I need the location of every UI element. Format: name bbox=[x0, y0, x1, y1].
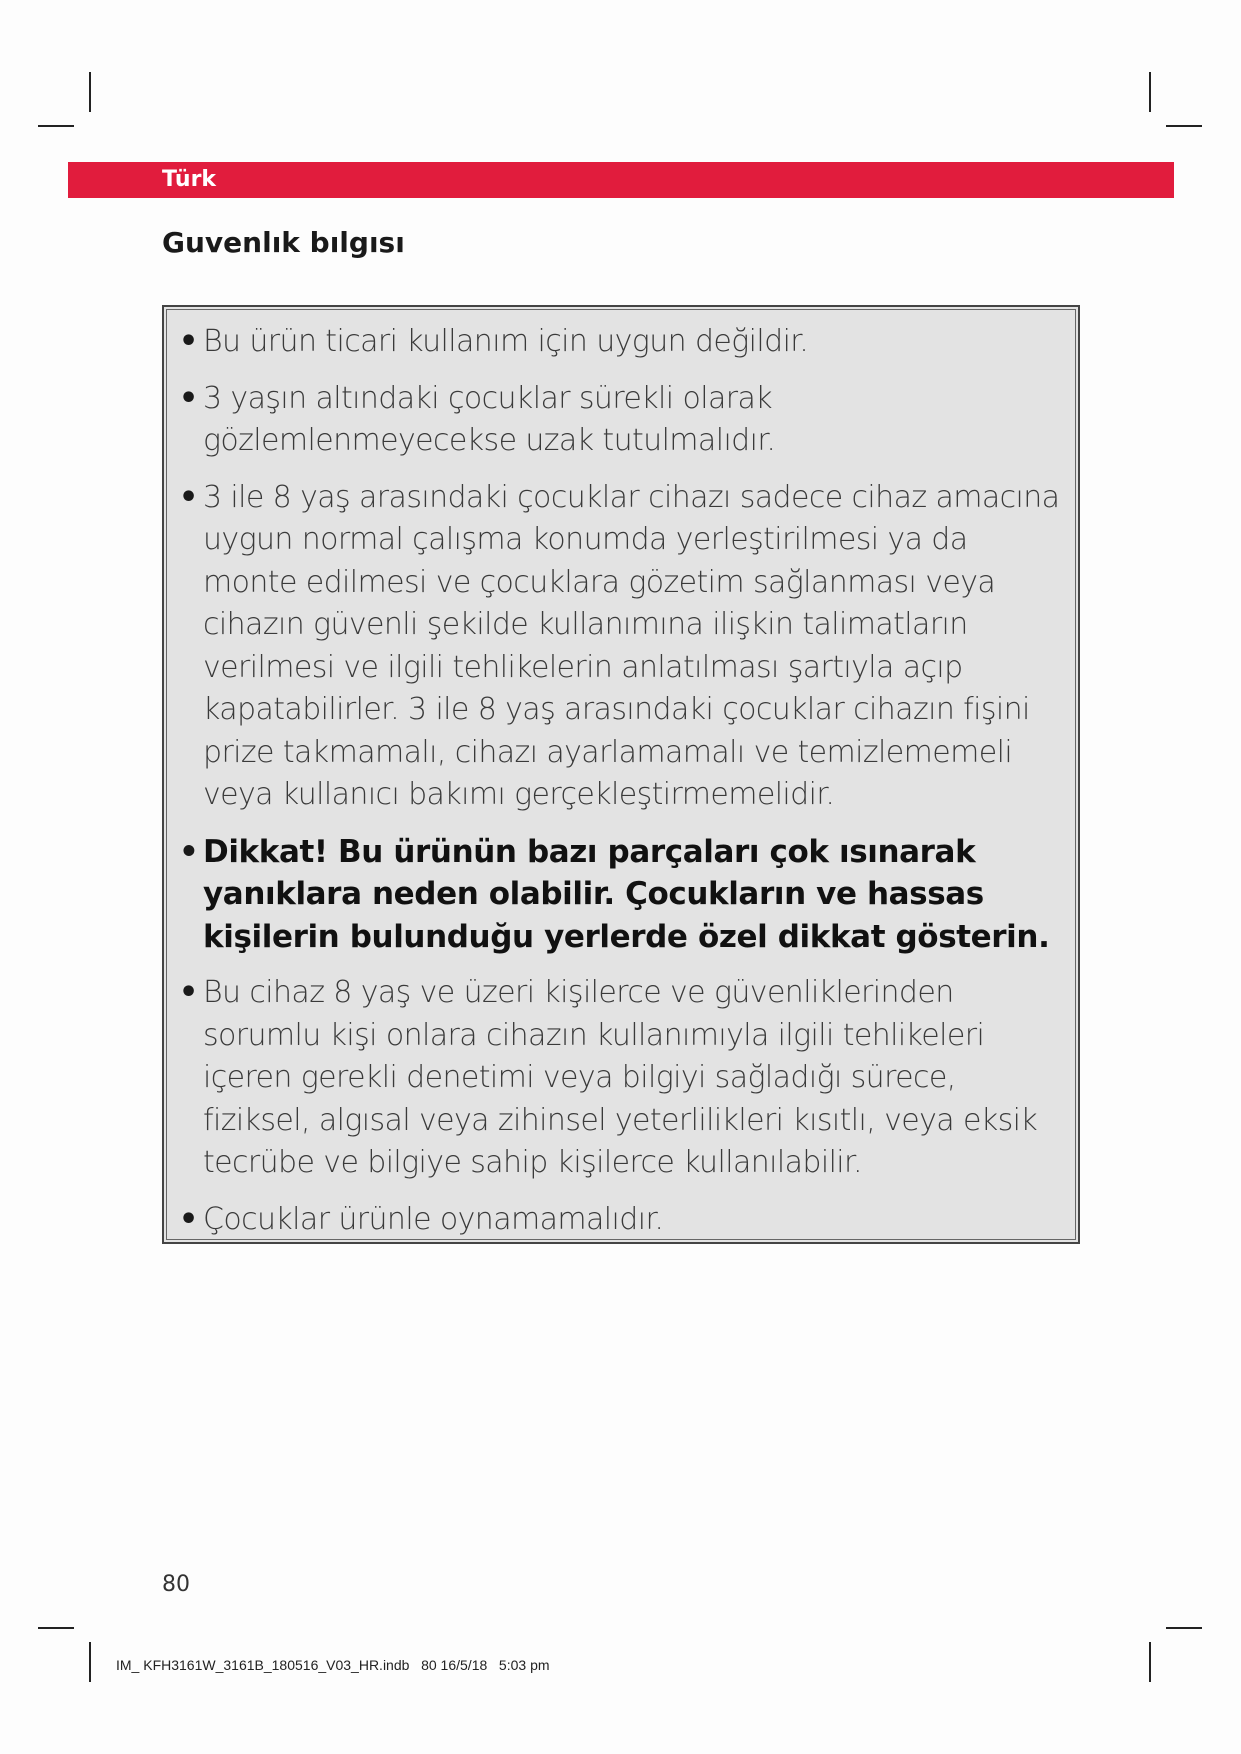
safety-item-text: 3 yaşın altındaki çocuklar sürekli olarak gözlemlenmeyecekse uzak tutulmalıdır. bbox=[203, 380, 776, 458]
bullet-icon: • bbox=[179, 975, 198, 1010]
crop-mark-top-left-vertical bbox=[89, 72, 91, 112]
safety-list-item bbox=[179, 321, 1068, 364]
safety-item-text: Dikkat! Bu ürünün bazı parçaları çok ısınarak yanıklara neden olabilir. Çocukların ve hassas kişilerin bulunduğu yerlerde özel dikkat gösterin. bbox=[203, 833, 1050, 955]
crop-mark-top-left-horizontal bbox=[38, 125, 74, 127]
safety-item-text: Bu cihaz 8 yaş ve üzeri kişilerce ve güvenliklerinden sorumlu kişi onlara cihazın kullanımıyla ilgili tehlikeleri içeren gerekli denetimi veya bilgiyi sağladığı sürece, fiziksel, algısal veya zihinsel yeterlilikleri kısıtlı, veya eksik tecrübe ve bilgiye sahip kişilerce kullanılabilir. bbox=[203, 975, 1038, 1180]
crop-mark-bottom-left-horizontal bbox=[38, 1627, 74, 1629]
bullet-icon: • bbox=[179, 380, 198, 416]
safety-list bbox=[164, 307, 1078, 1241]
crop-mark-top-right-horizontal bbox=[1166, 125, 1202, 127]
safety-list-item bbox=[179, 1199, 1068, 1242]
section-title: Guvenlık bılgısı bbox=[162, 226, 405, 259]
safety-item-text: Bu ürün ticari kullanım için uygun değildir. bbox=[203, 324, 809, 359]
safety-item-text: 3 ile 8 yaş arasındaki çocuklar cihazı sadece cihaz amacına uygun normal çalışma konumda yerleştirilmesi ya da monte edilmesi ve çocuklara gözetim sağlanması veya cihazın güvenli şekilde kullanımına ilişkin talimatların verilmesi ve ilgili tehlikelerin anlatılması şartıyla açıp kapatabilirler. 3 ile 8 yaş arasındaki çocuklar cihazın fişini prize takmamalı, cihazı ayarlamamalı ve temizlememeli veya kullanıcı bakımı gerçekleştirmemelidir. bbox=[203, 479, 1060, 812]
safety-list-item bbox=[179, 378, 1068, 463]
safety-list-item bbox=[179, 972, 1068, 1185]
bullet-icon: • bbox=[179, 324, 198, 359]
bullet-icon: • bbox=[179, 479, 198, 515]
crop-mark-bottom-right-horizontal bbox=[1166, 1627, 1202, 1629]
safety-warning-item bbox=[179, 831, 1068, 959]
safety-info-box bbox=[162, 305, 1080, 1244]
bullet-icon: • bbox=[179, 833, 199, 870]
print-slug: IM_ KFH3161W_3161B_180516_V03_HR.indb 80 16/5/18 5:03 pm bbox=[116, 1657, 550, 1673]
crop-mark-top-right-vertical bbox=[1149, 72, 1151, 112]
crop-mark-bottom-right-vertical bbox=[1149, 1642, 1151, 1682]
bullet-icon: • bbox=[179, 1201, 198, 1237]
language-header-bar bbox=[68, 162, 1174, 198]
safety-item-text: Çocuklar ürünle oynamamalıdır. bbox=[203, 1201, 664, 1237]
language-label: Türk bbox=[162, 167, 217, 192]
page-number: 80 bbox=[162, 1572, 190, 1597]
safety-list-item bbox=[179, 477, 1068, 817]
crop-mark-bottom-left-vertical bbox=[89, 1642, 91, 1682]
